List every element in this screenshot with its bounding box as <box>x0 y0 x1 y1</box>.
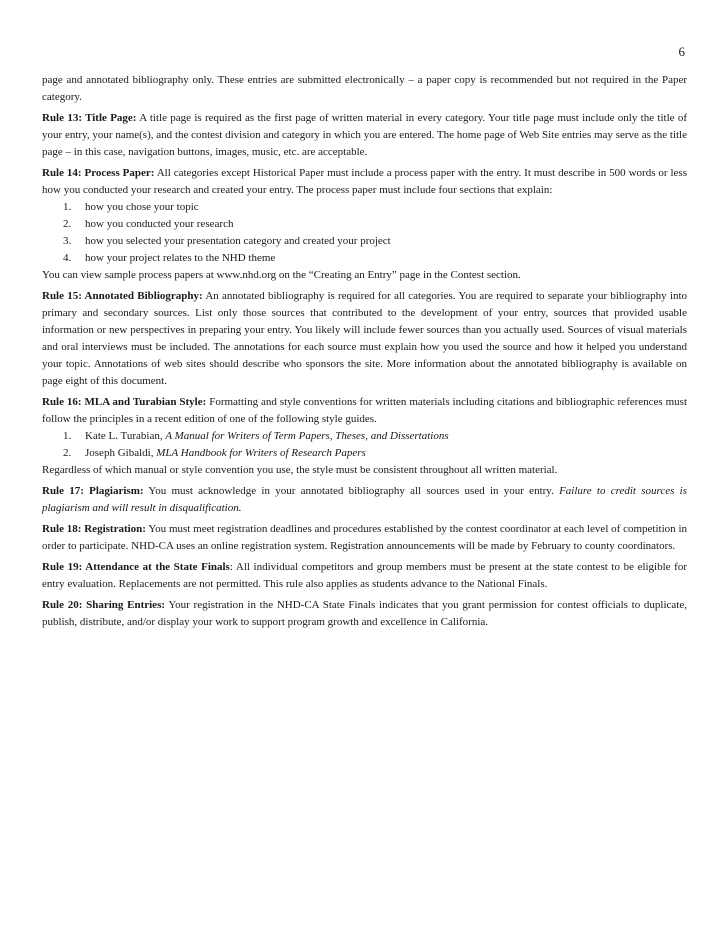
rule-20-text: Your registration in the NHD-CA State Finals indicates that you grant permission for contest officials to duplicate, publish, distribute, and/or display your work to support program growth and excellence in California. <box>42 599 687 628</box>
style-guide-list <box>42 428 687 462</box>
rule-14-after: You can view sample process papers at www.nhd.org on the “Creating an Entry” page in the Contest section. <box>42 269 521 281</box>
list-item: 4. how your project relates to the NHD theme <box>63 252 276 264</box>
rule-19-text: : All individual competitors and group members must be present at the state contest to be eligible for entry evaluation. Replacements are not permitted. This rule also applies as students advance to the National Finals. <box>42 561 687 590</box>
rule-18 <box>42 521 687 555</box>
rule-13-text: A title page is required as the first page of written material in every category. Your title page must include only the title of your entry, your name(s), and the contest division and category in which you are entered. The home page of Web Site entries may serve as the title page – in this case, navigation buttons, images, music, etc. are acceptable. <box>42 112 687 158</box>
rule-17-emphasis: Failure to credit sources is plagiarism and will result in disqualification. <box>42 485 687 514</box>
rule-20 <box>42 597 687 631</box>
rule-19 <box>42 559 687 593</box>
list-item: 1. Kate L. Turabian, A Manual for Writers of Term Papers, Theses, and Dissertations <box>63 430 449 442</box>
list-item: 3. how you selected your presentation category and created your project <box>63 235 391 247</box>
rule-16 <box>42 394 687 428</box>
rule-18-text: You must meet registration deadlines and procedures established by the contest coordinator at each level of competition in order to participate. NHD-CA uses an online registration system. Registration announcements will be made by February to county coordinators. <box>42 523 687 552</box>
rule-15-heading: Rule 15: Annotated Bibliography: <box>42 290 203 302</box>
rule-17 <box>42 483 687 517</box>
document-body <box>42 72 687 635</box>
rule-17-heading: Rule 17: Plagiarism: <box>42 485 144 497</box>
rule-13 <box>42 110 687 161</box>
list-item: 1. how you chose your topic <box>63 201 199 213</box>
rule-14-heading: Rule 14: Process Paper: <box>42 167 155 179</box>
rule-15-text: An annotated bibliography is required for all categories. You are required to separate your bibliography into primary and secondary sources. List only those sources that contributed to the development of your entry, sources that provided usable information or new perspectives in preparing your entry. You likely will include fewer sources than you actually used. Sources of visual materials and oral interviews must be included. The annotations for each source must explain how you used the source and how it helped you understand your topic. Annotations of web sites should describe who sponsors the site. More information about the annotated bibliography is available on page eight of this document. <box>42 290 687 387</box>
intro-paragraph: page and annotated bibliography only. These entries are submitted electronically – a paper copy is recommended but not required in the Paper category. <box>42 74 687 103</box>
rule-17-text: You must acknowledge in your annotated bibliography all sources used in your entry. <box>143 485 560 497</box>
rule-16-after: Regardless of which manual or style convention you use, the style must be consistent throughout all written material. <box>42 464 558 476</box>
list-item: 2. how you conducted your research <box>63 218 234 230</box>
rule-19-heading: Rule 19: Attendance at the State Finals <box>42 561 230 573</box>
rule-16-text: Formatting and style conventions for written materials including citations and bibliographic references must follow the principles in a recent edition of one of the following style guides. <box>42 396 687 425</box>
page-number: 6 <box>678 44 685 59</box>
list-item: 2. Joseph Gibaldi, MLA Handbook for Writers of Research Papers <box>63 447 366 459</box>
rule-15 <box>42 288 687 390</box>
rule-13-heading: Rule 13: Title Page: <box>42 112 137 124</box>
rule-18-heading: Rule 18: Registration: <box>42 523 146 535</box>
rule-14 <box>42 165 687 199</box>
process-paper-list <box>42 199 687 267</box>
rule-14-text: All categories except Historical Paper must include a process paper with the entry. It must describe in 500 words or less how you conducted your research and created your entry. The process paper must include four sections that explain: <box>42 167 687 196</box>
rule-20-heading: Rule 20: Sharing Entries: <box>42 599 166 611</box>
rule-16-heading: Rule 16: MLA and Turabian Style: <box>42 396 207 408</box>
